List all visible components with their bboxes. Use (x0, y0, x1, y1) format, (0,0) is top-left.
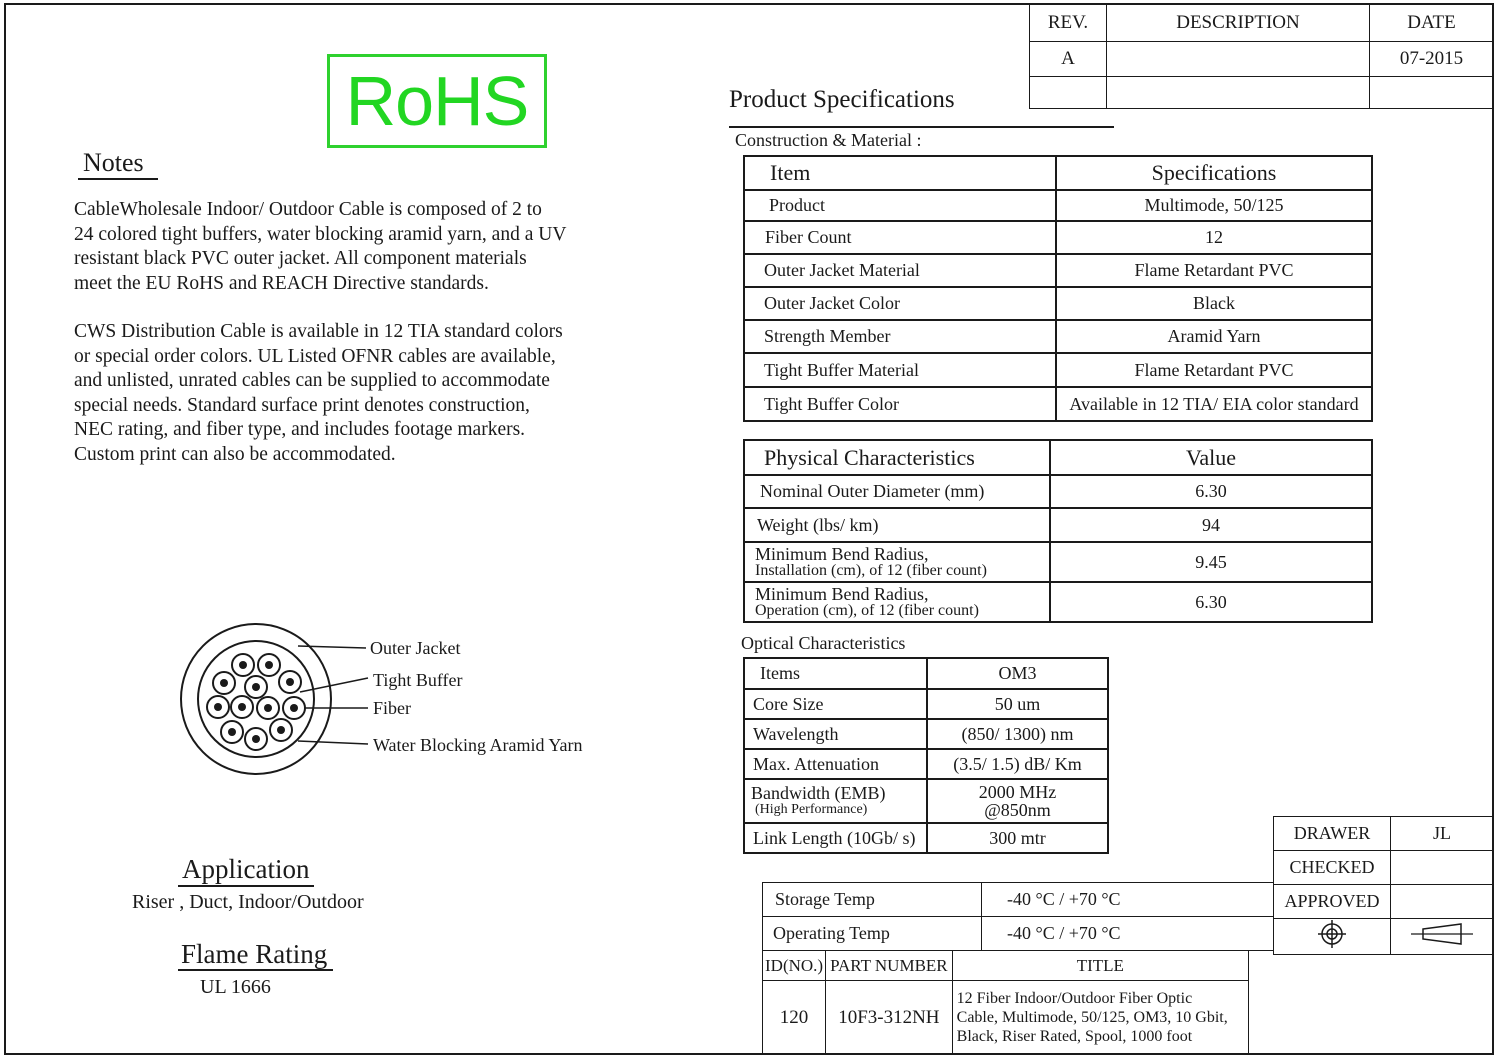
notes-line: and unlisted, unrated cables can be supplied to accommodate (74, 370, 550, 391)
projection-cone-cell (1391, 919, 1494, 955)
physical-label: Minimum Bend Radius, (755, 544, 929, 564)
construction-label: Construction & Material : (735, 130, 922, 150)
temperature-table (762, 882, 1274, 951)
storage-temp-label: Storage Temp (763, 883, 982, 917)
physical-label: Nominal Outer Diameter (mm) (744, 475, 1050, 508)
notes-line: Custom print can also be accommodated. (74, 443, 396, 465)
application-heading: Application (182, 854, 310, 884)
optical-value: 300 mtr (927, 823, 1108, 853)
spec-label: Product (744, 190, 1056, 221)
optical-label: Wavelength (744, 719, 927, 749)
part-number-value: 10F3-312NH (826, 981, 953, 1055)
optical-value: (850/ 1300) nm (927, 719, 1108, 749)
specifications-header: Specifications (1056, 156, 1372, 190)
operating-temp-value: -40 °C / +70 °C (982, 917, 1274, 951)
rev-empty-cell (1030, 77, 1107, 109)
spec-label: Fiber Count (744, 221, 1056, 254)
notes-paragraph-2 (74, 320, 634, 467)
physical-characteristics-table (743, 439, 1373, 623)
spec-value: Aramid Yarn (1056, 320, 1372, 353)
title-line: 12 Fiber Indoor/Outdoor Fiber Optic (956, 990, 1193, 1007)
notes-line: CableWholesale Indoor/ Outdoor Cable is composed of 2 to (74, 199, 542, 220)
title-block (762, 950, 1249, 1055)
title-header: TITLE (952, 951, 1248, 981)
rev-empty-cell (1107, 77, 1370, 109)
application-text: Riser , Duct, Indoor/Outdoor (132, 891, 364, 913)
rohs-logo: RoHS (327, 54, 547, 148)
operating-temp-label: Operating Temp (763, 917, 982, 951)
drawer-label: DRAWER (1274, 817, 1391, 851)
optical-label: Optical Characteristics (741, 633, 906, 653)
cable-cross-section-diagram (170, 615, 610, 785)
physical-header: Physical Characteristics (744, 440, 1050, 475)
description-header: DESCRIPTION (1107, 4, 1370, 42)
optical-sublabel: (High Performance) (755, 802, 868, 817)
first-angle-projection-cone-icon (1409, 920, 1475, 948)
approved-label: APPROVED (1274, 885, 1391, 919)
projection-circle-cell (1274, 919, 1391, 955)
spec-value: Flame Retardant PVC (1056, 254, 1372, 287)
spec-label: Outer Jacket Material (744, 254, 1056, 287)
notes-heading: Notes (83, 148, 144, 177)
title-line: Cable, Multimode, 50/125, OM3, 10 Gbit, (956, 1009, 1228, 1026)
physical-label: Minimum Bend Radius, (755, 584, 929, 604)
first-angle-projection-circle-icon (1315, 919, 1349, 949)
optical-value: 50 um (927, 689, 1108, 719)
product-specs-heading: Product Specifications (729, 86, 955, 113)
checked-label: CHECKED (1274, 851, 1391, 885)
spec-value: 12 (1056, 221, 1372, 254)
notes-line: 24 colored tight buffers, water blocking aramid yarn, and a UV (74, 223, 567, 245)
optical-value: 2000 MHz (978, 782, 1057, 802)
checked-value (1391, 851, 1494, 885)
part-number-header: PART NUMBER (826, 951, 953, 981)
spec-value: Available in 12 TIA/ EIA color standard (1056, 387, 1372, 421)
physical-value: 9.45 (1050, 542, 1372, 582)
product-specs-underline (729, 126, 1114, 128)
leader-lines (298, 646, 368, 744)
optical-value-cell (927, 779, 1108, 823)
om3-header: OM3 (927, 658, 1108, 689)
fiber-label: Fiber (373, 698, 411, 718)
rev-value: A (1030, 42, 1107, 77)
title-line: Black, Riser Rated, Spool, 1000 foot (956, 1028, 1193, 1045)
flame-rating-heading: Flame Rating (181, 939, 328, 969)
physical-sublabel: Installation (cm), of 12 (fiber count) (755, 562, 987, 579)
physical-sublabel: Operation (cm), of 12 (fiber count) (755, 602, 979, 619)
spec-value: Black (1056, 287, 1372, 320)
outer-jacket-label: Outer Jacket (370, 638, 461, 658)
construction-table (743, 155, 1373, 422)
spec-label: Outer Jacket Color (744, 287, 1056, 320)
physical-label: Weight (lbs/ km) (744, 508, 1050, 542)
physical-value: 6.30 (1050, 475, 1372, 508)
notes-line: meet the EU RoHS and REACH Directive standards. (74, 272, 489, 294)
value-header: Value (1050, 440, 1372, 475)
storage-temp-value: -40 °C / +70 °C (982, 883, 1274, 917)
physical-label-cell (744, 582, 1050, 622)
notes-line: CWS Distribution Cable is available in 12 TIA standard colors (74, 321, 563, 342)
physical-value: 94 (1050, 508, 1372, 542)
rev-empty-cell (1370, 77, 1494, 109)
id-header: ID(NO.) (763, 951, 826, 981)
description-value (1107, 42, 1370, 77)
id-value: 120 (763, 981, 826, 1055)
signoff-table (1273, 816, 1494, 955)
items-header: Items (744, 658, 927, 689)
spec-value: Multimode, 50/125 (1056, 190, 1372, 221)
optical-value: @850nm (984, 800, 1051, 820)
revision-table (1029, 3, 1494, 109)
physical-label-cell (744, 542, 1050, 582)
flame-rating-underline (178, 969, 333, 971)
optical-value: (3.5/ 1.5) dB/ Km (927, 749, 1108, 779)
flame-rating-text: UL 1666 (200, 976, 271, 998)
rev-header: REV. (1030, 4, 1107, 42)
date-value: 07-2015 (1370, 42, 1494, 77)
spec-value: Flame Retardant PVC (1056, 353, 1372, 387)
optical-label-cell (744, 779, 927, 823)
optical-label: Bandwidth (EMB) (751, 783, 886, 803)
notes-line: special needs. Standard surface print denotes construction, (74, 394, 530, 416)
date-header: DATE (1370, 4, 1494, 42)
notes-paragraph-1 (74, 198, 634, 296)
spec-label: Tight Buffer Material (744, 353, 1056, 387)
optical-label: Core Size (744, 689, 927, 719)
drawer-value: JL (1391, 817, 1494, 851)
spec-label: Strength Member (744, 320, 1056, 353)
optical-label: Link Length (10Gb/ s) (744, 823, 927, 853)
notes-line: NEC rating, and fiber type, and includes footage markers. (74, 419, 526, 440)
tight-buffer-label: Tight Buffer (373, 670, 463, 690)
spec-label: Tight Buffer Color (744, 387, 1056, 421)
notes-line: resistant black PVC outer jacket. All component materials (74, 248, 527, 269)
approved-value (1391, 885, 1494, 919)
physical-value: 6.30 (1050, 582, 1372, 622)
notes-underline (78, 178, 158, 180)
application-underline (178, 885, 314, 887)
notes-line: or special order colors. UL Listed OFNR cables are available, (74, 345, 556, 367)
optical-label: Max. Attenuation (744, 749, 927, 779)
item-header: Item (744, 156, 1056, 190)
aramid-yarn-label: Water Blocking Aramid Yarn (373, 735, 583, 755)
title-value (952, 981, 1248, 1055)
optical-characteristics-table (743, 657, 1109, 854)
